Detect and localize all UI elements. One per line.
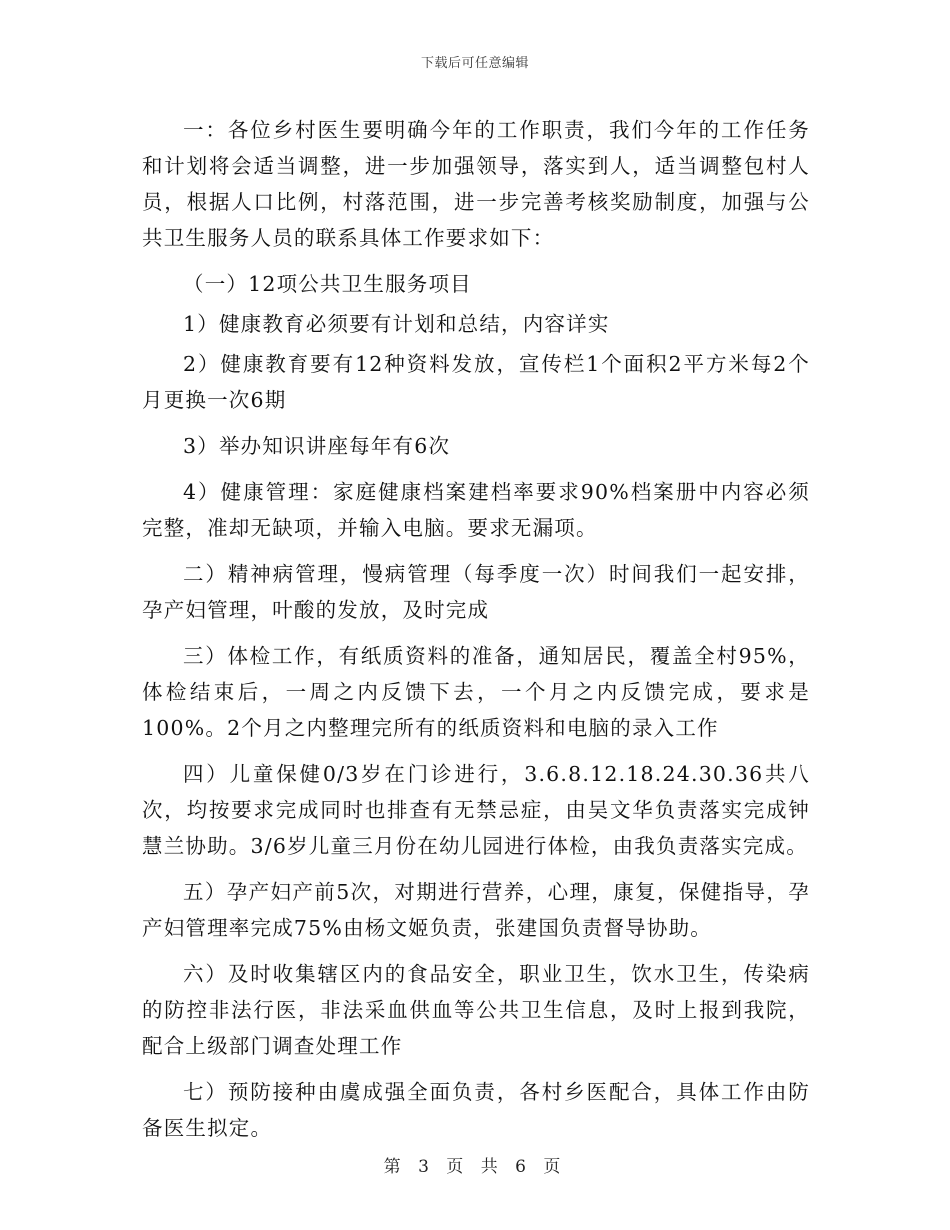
paragraph-section-3: 三）体检工作，有纸质资料的准备，通知居民，覆盖全村95%，体检结束后，一周之内反馈下去，一个月之内反馈完成，要求是100%。2个月之内整理完所有的纸质资料和电脑的录入工作 [142,644,810,740]
paragraph-section-4: 四）儿童保健0/3岁在门诊进行，3.6.8.12.18.24.30.36共八次，均按要求完成同时也排查有无禁忌症，由吴文华负责落实完成钟慧兰协助。3/6岁儿童三月份在幼儿园进行体检，由我负责落实完成。 [142,762,810,858]
paragraph-intro: 一：各位乡村医生要明确今年的工作职责，我们今年的工作任务和计划将会适当调整，进一步加强领导，落实到人，适当调整包村人员，根据人口比例，村落范围，进一步完善考核奖励制度，加强与公共卫生服务人员的联系具体工作要求如下： [142,118,810,250]
page-footer: 第 3 页 共 6 页 [383,1157,567,1177]
document-body [142,112,810,1156]
paragraph-item-1: 1）健康教育必须要有计划和总结，内容详实 [183,312,610,336]
paragraph-section-1-heading: （一）12项公共卫生服务项目 [183,272,472,296]
paragraph-item-3: 3）举办知识讲座每年有6次 [183,434,451,458]
paragraph-item-2: 2）健康教育要有12种资料发放，宣传栏1个面积2平方米每2个月更换一次6期 [142,352,810,412]
page-header: 下载后可任意编辑 [420,56,529,71]
paragraph-section-7: 七）预防接种由虞成强全面负责，各村乡医配合，具体工作由防备医生拟定。 [142,1080,810,1140]
paragraph-item-4: 4）健康管理：家庭健康档案建档率要求90%档案册中内容必须完整，准却无缺项，并输入电脑。要求无漏项。 [142,480,810,540]
paragraph-section-2: 二）精神病管理，慢病管理（每季度一次）时间我们一起安排，孕产妇管理，叶酸的发放，及时完成 [142,562,810,622]
paragraph-section-5: 五）孕产妇产前5次，对期进行营养，心理，康复，保健指导，孕产妇管理率完成75%由杨文姬负责，张建国负责督导协助。 [142,880,810,940]
paragraph-section-6: 六）及时收集辖区内的食品安全，职业卫生，饮水卫生，传染病的防控非法行医，非法采血供血等公共卫生信息，及时上报到我院，配合上级部门调查处理工作 [142,962,810,1058]
